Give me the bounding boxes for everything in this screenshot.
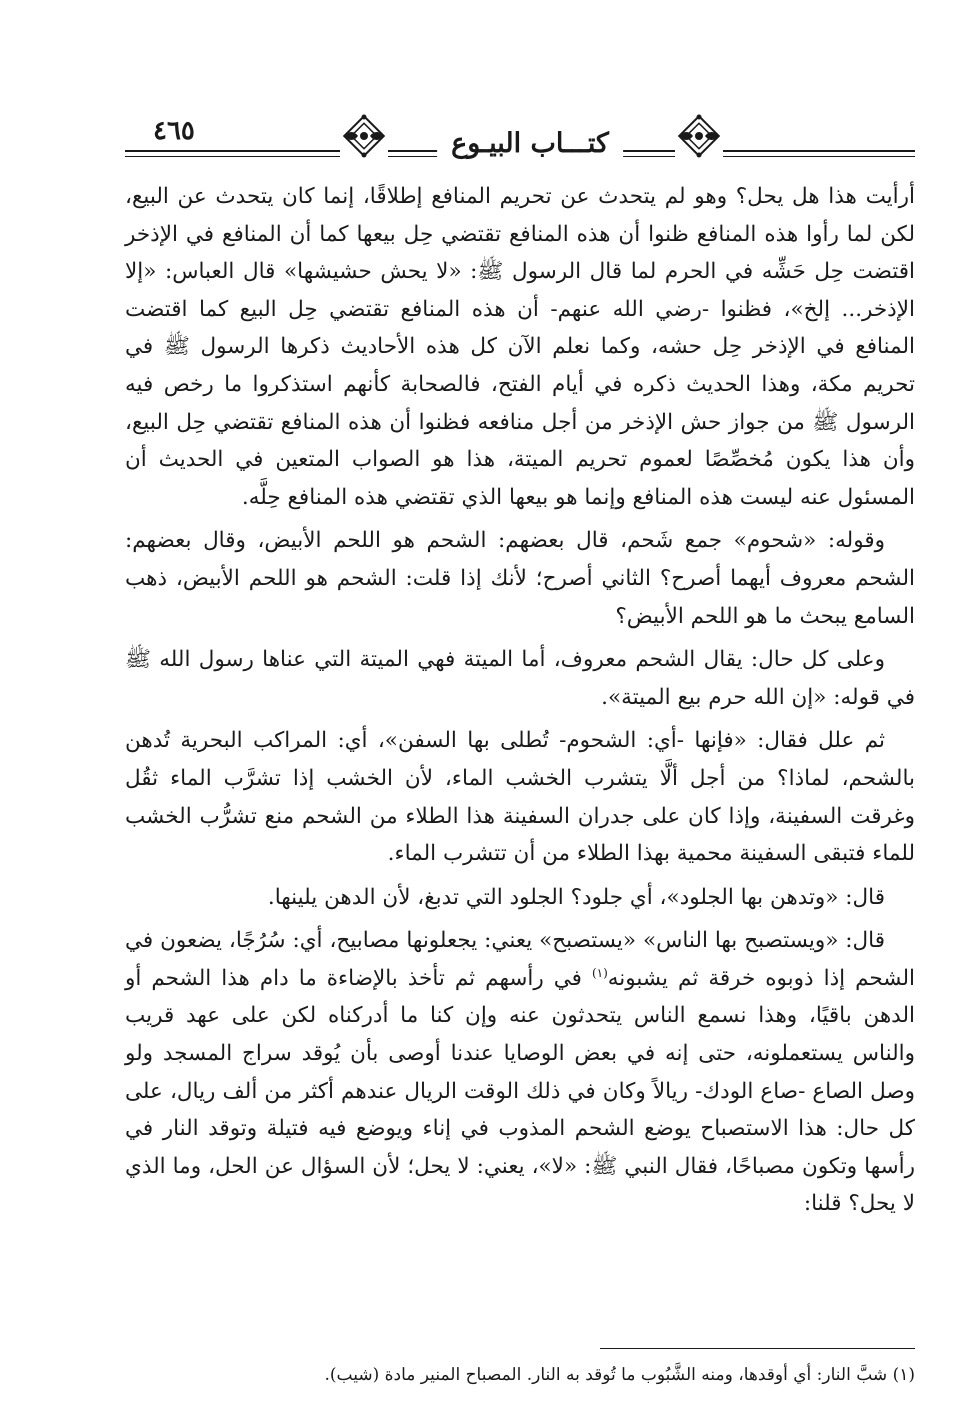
paragraph-3: وعلى كل حال: يقال الشحم معروف، أما الميتة فهي الميتة التي عناها رسول الله ﷺ في قوله: «إن الله حرم بيع الميتة». (125, 647, 915, 710)
paragraph-4: ثم علل فقال: «فإنها -أي: الشحوم- تُطلى بها السفن»، أي: المراكب البحرية تُدهن بالشحم، لماذا؟ من أجل ألَّا يتشرب الخشب الماء، لأن الخشب إذا تشرَّب الماء ثقُل وغرقت السفينة، وإذا كان على جدران السفينة هذا الطلاء من الشحم منع تشرُّب الخشب للماء فتبقى السفينة محمية بهذا الطلاء من أن تتشرب الماء. (125, 728, 915, 867)
paragraph-5: قال: «وتدهن بها الجلود»، أي جلود؟ الجلود التي تدبغ، لأن الدهن يلينها. (267, 884, 885, 910)
footnote-separator (600, 1348, 915, 1349)
book-title: كتـــاب البيـوع (437, 128, 623, 159)
page-number: ٤٦٥ (147, 116, 201, 146)
paragraph-1: أرأيت هذا هل يحل؟ وهو لم يتحدث عن تحريم المنافع إطلاقًا، إنما كان يتحدث عن البيع، لكن لما رأوا هذه المنافع ظنوا أن هذه المنافع تقتضي حِل بيعها كما أن المنافع في الإذخر اقتضت حِل حَشِّه في الحرم لما قال الرسول ﷺ: «لا يحش حشيشها» قال العباس: «إلا الإذخر... إلخ»، فظنوا -رضي الله عنهم- أن هذه المنافع تقتضي حِل البيع كما اقتضت المنافع في الإذخر حِل حشه، وكما نعلم الآن كل هذه الأحاديث ذكرها الرسول ﷺ في تحريم مكة، وهذا الحديث ذكره في أيام الفتح، فالصحابة كأنهم استذكروا ما رخص فيه الرسول ﷺ من جواز حش الإذخر من أجل منافعه فظنوا أن هذه المنافع تقتضي حِل البيع، وأن هذا يكون مُخصِّصًا لعموم تحريم الميتة، هذا هو الصواب المتعين في الحديث أن المسئول عنه ليست هذه المنافع وإنما هو بيعها الذي تقتضي هذه المنافع حِلَّه. (125, 184, 915, 510)
ornament-right-icon (675, 112, 723, 160)
paragraph-6-text-end: في رأسهم ثم تأخذ بالإضاءة ما دام هذا الشحم أو الدهن باقيًا، وهذا نسمع الناس يتحدثون عنه وإن كنا ما أدركناه لكن على عهد قريب والناس يستعملونه، حتى إنه في بعض الوصايا عندنا أوصى بأن يُوقد سراج المسجد ولو وصل الصاع -صاع الودك- ريالاً وكان في ذلك الوقت الريال عندهم أكثر من ألف ريال، على كل حال: هذا الاستصباح يوضع الشحم المذوب في إناء ويوضع فيه فتيلة وتوقد النار في رأسها وتكون مصباحًا، فقال النبي ﷺ: «لا»، يعني: لا يحل؛ لأن السؤال عن الحل، وما الذي لا يحل؟ قلنا: (125, 965, 915, 1217)
paragraph-6-text-start: قال: «ويستصبح بها الناس» «يستصبح» يعني: يجعلونها مصابيح، أي: سُرُجًا، يضعون في الشحم إذا ذوبوه خرقة ثم يشبونه (125, 928, 916, 991)
page-header (125, 98, 915, 168)
footnote-reference: (١) (591, 965, 608, 980)
ornament-left-icon (340, 112, 388, 160)
body-text (125, 178, 915, 1229)
footnote: (١) شبَّ النار: أي أوقدها، ومنه الشَّبُوب ما تُوقد به النار. المصباح المنير مادة (شيب). (324, 1365, 915, 1385)
paragraph-6 (125, 922, 915, 1223)
paragraph-2: وقوله: «شحوم» جمع شَحم، قال بعضهم: الشحم هو اللحم الأبيض، وقال بعضهم: الشحم معروف أيهما أصرح؟ الثاني أصرح؛ لأنك إذا قلت: الشحم هو اللحم الأبيض، ذهب السامع يبحث ما هو اللحم الأبيض؟ (125, 528, 915, 629)
